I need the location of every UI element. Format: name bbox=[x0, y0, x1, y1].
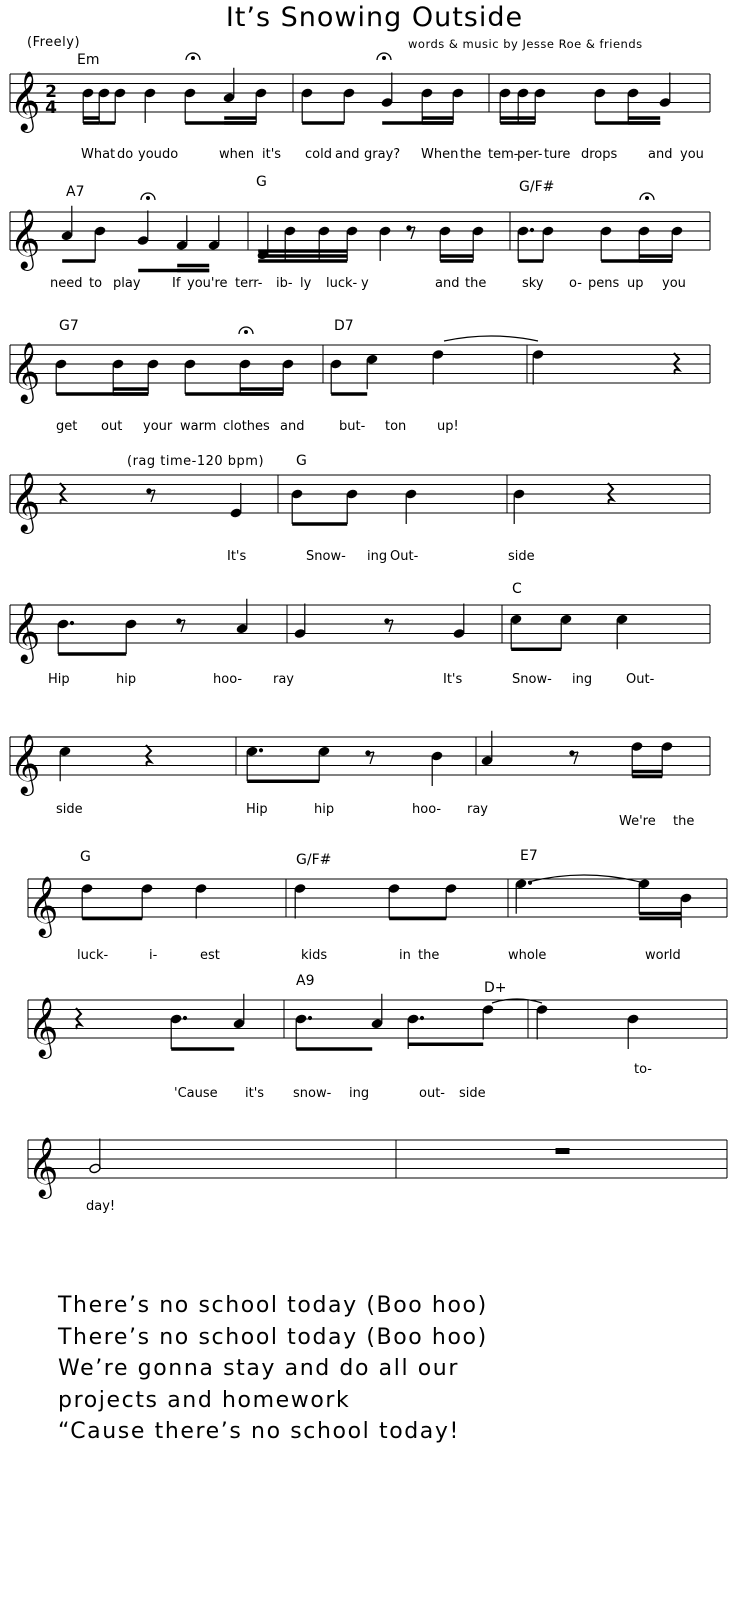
lyric-syllable: When bbox=[421, 147, 459, 162]
lyric-syllable: terr- bbox=[235, 276, 263, 291]
lyric-syllable: hoo- bbox=[213, 672, 243, 687]
chord-symbol: A7 bbox=[66, 184, 85, 200]
lyric-syllable: gray? bbox=[364, 147, 401, 162]
chord-symbol: G/F# bbox=[519, 179, 555, 195]
lyric-syllable: Out- bbox=[390, 549, 419, 564]
lyric-syllable: drops bbox=[581, 147, 618, 162]
lyric-syllable: do bbox=[162, 147, 179, 162]
lyric-syllable: you bbox=[680, 147, 704, 162]
fermata-icon bbox=[646, 197, 649, 200]
eighth-rest-icon bbox=[574, 752, 578, 764]
lyric-syllable: kids bbox=[301, 948, 328, 963]
lyric-syllable: up bbox=[627, 276, 644, 291]
chord-symbol: G bbox=[80, 849, 91, 865]
lyric-syllable: warm bbox=[180, 419, 217, 434]
lyric-syllable: side bbox=[56, 802, 83, 817]
lyric-syllable: in bbox=[399, 948, 411, 963]
verse-line: “Cause there’s no school today! bbox=[58, 1419, 460, 1444]
lyric-syllable: ing bbox=[367, 549, 388, 564]
tempo-change: (rag time-120 bpm) bbox=[127, 454, 265, 469]
chord-symbol: G/F# bbox=[296, 852, 332, 868]
lyric-syllable: it's bbox=[262, 147, 282, 162]
lyric-syllable: day! bbox=[86, 1199, 116, 1214]
treble-clef-icon: 𝄞 bbox=[9, 342, 41, 402]
song-title: It’s Snowing Outside bbox=[225, 2, 524, 33]
chord-symbol: C bbox=[512, 581, 522, 597]
lyric-syllable: What bbox=[81, 147, 116, 162]
time-signature-bottom: 4 bbox=[45, 98, 57, 118]
chord-symbol: G bbox=[296, 453, 307, 469]
lyric-syllable: do bbox=[117, 147, 134, 162]
tempo-marking: (Freely) bbox=[27, 35, 81, 50]
lyric-syllable: clothes bbox=[223, 419, 270, 434]
lyric-syllable: We're bbox=[619, 814, 656, 829]
lyric-syllable: but- bbox=[339, 419, 366, 434]
fermata-icon bbox=[192, 57, 195, 60]
lyric-syllable: you're bbox=[187, 276, 228, 291]
treble-clef-icon: 𝄞 bbox=[27, 876, 59, 936]
lyric-syllable: ib- bbox=[276, 276, 293, 291]
verse-text bbox=[58, 1290, 488, 1448]
chord-symbol: A9 bbox=[296, 973, 315, 989]
lyric-syllable: per- bbox=[517, 147, 543, 162]
lyric-syllable: i- bbox=[149, 948, 158, 963]
lyric-syllable: it's bbox=[245, 1086, 265, 1101]
lyric-syllable: out bbox=[101, 419, 123, 434]
dot bbox=[530, 228, 533, 231]
treble-clef-icon: 𝄞 bbox=[9, 209, 41, 269]
treble-clef-icon: 𝄞 bbox=[27, 997, 59, 1057]
lyric-syllable: Hip bbox=[246, 802, 268, 817]
dot bbox=[183, 1016, 186, 1019]
lyric-syllable: get bbox=[56, 419, 78, 434]
fermata-icon bbox=[383, 57, 386, 60]
staff bbox=[10, 734, 710, 796]
lyric-syllable: you bbox=[662, 276, 686, 291]
lyric-syllable: the bbox=[673, 814, 695, 829]
lyric-syllable: hip bbox=[314, 802, 335, 817]
lyric-syllable: ton bbox=[385, 419, 407, 434]
lyric-syllable: and bbox=[280, 419, 305, 434]
chord-symbol: E7 bbox=[520, 848, 538, 864]
lyric-syllable: your bbox=[143, 419, 173, 434]
lyric-syllable: up! bbox=[437, 419, 459, 434]
eighth-rest-icon bbox=[389, 620, 393, 632]
lyric-syllable: It's bbox=[443, 672, 463, 687]
verse-line: We’re gonna stay and do all our bbox=[58, 1356, 459, 1381]
lyric-syllable: play bbox=[113, 276, 141, 291]
lyric-syllable: ly bbox=[300, 276, 312, 291]
lyric-syllable: to- bbox=[634, 1062, 652, 1077]
lyric-syllable: ray bbox=[467, 802, 489, 817]
lyric-syllable: and bbox=[435, 276, 460, 291]
lyric-syllable: Out- bbox=[626, 672, 655, 687]
chord-symbol: D+ bbox=[484, 980, 507, 996]
eighth-rest-icon bbox=[181, 620, 185, 632]
staff bbox=[28, 1137, 727, 1199]
lyric-syllable: pens bbox=[588, 276, 620, 291]
staff bbox=[28, 997, 727, 1059]
lyric-syllable: luck- bbox=[326, 276, 358, 291]
treble-clef-icon: 𝄞 bbox=[9, 472, 41, 532]
treble-clef-icon: 𝄞 bbox=[9, 602, 41, 662]
lyric-syllable: to bbox=[89, 276, 103, 291]
lyric-syllable: ture bbox=[544, 147, 571, 162]
lyric-syllable: ray bbox=[273, 672, 295, 687]
lyric-syllable: y bbox=[361, 276, 369, 291]
lyric-syllable: need bbox=[50, 276, 83, 291]
lyric-syllable: o- bbox=[569, 276, 582, 291]
verse-line: projects and homework bbox=[58, 1387, 351, 1413]
dot bbox=[70, 621, 73, 624]
lyric-syllable: It's bbox=[227, 549, 247, 564]
lyric-syllable: you bbox=[138, 147, 162, 162]
eighth-rest-icon bbox=[370, 752, 374, 764]
lyric-syllable: and bbox=[335, 147, 360, 162]
tie bbox=[444, 336, 538, 341]
fermata-icon bbox=[245, 331, 248, 334]
lyric-syllable: cold bbox=[305, 147, 332, 162]
whole-rest-icon bbox=[556, 1149, 569, 1154]
chord-symbol: D7 bbox=[334, 318, 354, 334]
treble-clef-icon: 𝄞 bbox=[9, 71, 41, 131]
lyric-syllable: tem- bbox=[488, 147, 519, 162]
fermata-icon bbox=[147, 197, 150, 200]
lyric-syllable: the bbox=[460, 147, 482, 162]
lyric-syllable: Snow- bbox=[306, 549, 346, 564]
chord-symbol: G bbox=[256, 174, 267, 190]
lyric-syllable: world bbox=[645, 948, 681, 963]
eighth-rest-icon bbox=[411, 227, 415, 239]
lyric-syllable: 'Cause bbox=[174, 1086, 218, 1101]
lyric-syllable: luck- bbox=[77, 948, 109, 963]
lyric-syllable: snow- bbox=[293, 1086, 332, 1101]
lyric-syllable: hoo- bbox=[412, 802, 442, 817]
lyric-syllable: side bbox=[459, 1086, 486, 1101]
credit-line: words & music by Jesse Roe & friends bbox=[408, 37, 643, 51]
lyric-syllable: hip bbox=[116, 672, 137, 687]
lyric-syllable: whole bbox=[508, 948, 547, 963]
lyric-syllable: the bbox=[465, 276, 487, 291]
dot bbox=[259, 749, 262, 752]
treble-clef-icon: 𝄞 bbox=[27, 1137, 59, 1197]
lyric-syllable: side bbox=[508, 549, 535, 564]
lyric-syllable: ing bbox=[349, 1086, 370, 1101]
lyric-syllable: Hip bbox=[48, 672, 70, 687]
lyric-syllable: and bbox=[648, 147, 673, 162]
lyric-syllable: If bbox=[172, 276, 181, 291]
treble-clef-icon: 𝄞 bbox=[9, 734, 41, 794]
lyric-syllable: sky bbox=[522, 276, 544, 291]
staff bbox=[28, 876, 727, 938]
time-signature-top: 2 bbox=[45, 82, 57, 102]
verse-line: There’s no school today (Boo hoo) bbox=[58, 1293, 488, 1318]
lyric-syllable: Snow- bbox=[512, 672, 552, 687]
chord-symbol: G7 bbox=[59, 318, 79, 334]
lyric-syllable: when bbox=[219, 147, 255, 162]
verse-line: There’s no school today (Boo hoo) bbox=[58, 1324, 488, 1350]
lyric-syllable: out- bbox=[419, 1086, 445, 1101]
lyric-syllable: est bbox=[200, 948, 220, 963]
lyric-syllable: the bbox=[418, 948, 440, 963]
staff bbox=[10, 472, 710, 534]
dot bbox=[308, 1016, 311, 1019]
dot bbox=[420, 1016, 423, 1019]
lyric-syllable: ing bbox=[572, 672, 593, 687]
eighth-rest-icon bbox=[151, 490, 155, 502]
chord-symbol: Em bbox=[77, 52, 100, 68]
